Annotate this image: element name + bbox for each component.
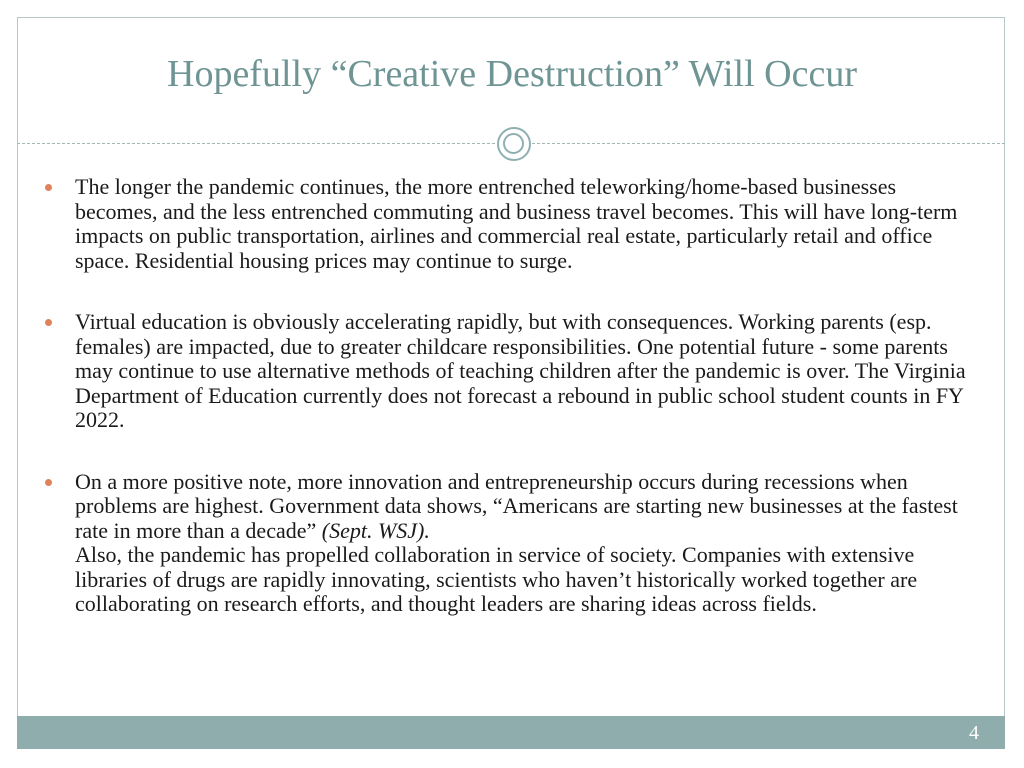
footer-bar xyxy=(17,716,1005,749)
bullet-text: On a more positive note, more innovation and entrepreneurship occurs during recessions when problems are highest. Government data shows, “Americans are starting new businesses at the fastest rate in more than a decade” xyxy=(75,468,958,543)
double-circle-ornament-icon xyxy=(497,127,531,161)
bullet-item-virtual-education xyxy=(75,310,980,433)
bullet-dot-icon xyxy=(45,319,52,326)
ornament-inner-ring xyxy=(503,133,524,154)
bullet-text: Virtual education is obviously accelerating rapidly, but with consequences. Working parents (esp. females) are impacted, due to greater childcare responsibilities. One potential future - some parents may continue to use alternative methods of teaching children after the pandemic is over. The Virginia Department of Education currently does not forecast a rebound in public school student counts in FY 2022. xyxy=(75,309,966,432)
bullet-continuation: Also, the pandemic has propelled collaboration in service of society. Companies with extensive libraries of drugs are rapidly innovating, scientists who haven’t historically worked together are collaborating on research efforts, and thought leaders are sharing ideas across fields. xyxy=(75,542,918,616)
bullet-citation: (Sept. WSJ). xyxy=(321,517,430,543)
slide-title: Hopefully “Creative Destruction” Will Occur xyxy=(167,53,857,95)
bullet-text: The longer the pandemic continues, the more entrenched teleworking/home-based businesses becomes, and the less entrenched commuting and business travel becomes. This will have long-term impacts on public transportation, airlines and commercial real estate, particularly retail and office space. Residential housing prices may continue to surge. xyxy=(75,174,958,273)
bullet-list xyxy=(75,175,980,617)
bullet-dot-icon xyxy=(45,479,52,486)
bullet-item-innovation xyxy=(75,470,980,617)
bullet-dot-icon xyxy=(45,184,52,191)
page-number: 4 xyxy=(969,722,979,744)
bullet-item-telework xyxy=(75,175,980,273)
